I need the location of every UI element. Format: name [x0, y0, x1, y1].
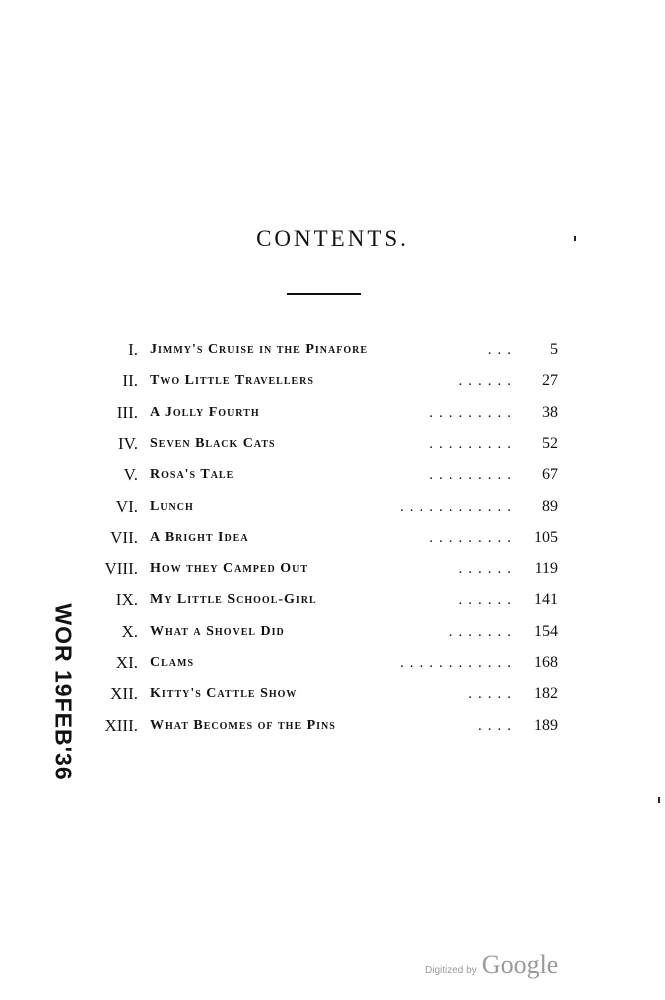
watermark-brand: Google: [481, 950, 559, 979]
chapter-numeral: IX.: [115, 590, 138, 610]
page-number: 189: [534, 716, 558, 734]
page-number: 52: [542, 434, 558, 452]
page-number: 38: [542, 403, 558, 421]
chapter-title: A Jolly Fourth: [150, 404, 260, 420]
page-number: 89: [542, 497, 558, 515]
page-title: CONTENTS.: [256, 226, 409, 251]
toc-entry: [0, 714, 665, 744]
chapter-title: What Becomes of the Pins: [150, 717, 336, 733]
dot-leaders: .......: [448, 623, 517, 640]
toc-entry: [0, 432, 665, 462]
chapter-numeral: IV.: [118, 433, 138, 453]
dot-leaders: .....: [468, 686, 517, 703]
toc-entry: [0, 557, 665, 587]
title-rule: [287, 293, 361, 295]
chapter-title: Kitty's Cattle Show: [150, 686, 298, 702]
chapter-numeral: V.: [123, 465, 138, 485]
toc-entry: [0, 682, 665, 712]
chapter-title: Lunch: [150, 498, 194, 514]
toc-entry: [0, 651, 665, 681]
page-number: 119: [534, 560, 558, 578]
chapter-numeral: VII.: [110, 527, 138, 547]
dot-leaders: ............: [400, 655, 517, 671]
dot-leaders: ......: [458, 373, 517, 390]
dot-leaders: .........: [429, 435, 517, 452]
chapter-title: What a Shovel Did: [150, 623, 285, 639]
toc-entry: [0, 369, 665, 399]
chapter-numeral: II.: [122, 371, 138, 391]
dot-leaders: .........: [429, 467, 517, 484]
page-number: 67: [542, 466, 558, 484]
dot-leaders: ...: [487, 342, 517, 358]
library-stamp: [44, 603, 82, 781]
digitized-watermark: [425, 950, 558, 980]
page-number: 105: [534, 528, 558, 546]
page-number: 182: [534, 685, 558, 703]
page-number: 5: [550, 341, 558, 358]
dot-leaders: ............: [400, 498, 517, 515]
toc-entry: [0, 401, 665, 431]
chapter-numeral: XI.: [115, 653, 138, 672]
chapter-title: My Little School-Girl: [150, 592, 317, 608]
dot-leaders: ....: [478, 717, 517, 734]
toc-entry: [0, 495, 665, 525]
toc-entry: [0, 338, 665, 368]
chapter-title: Jimmy's Cruise in the Pinafore: [150, 342, 369, 357]
chapter-numeral: I.: [128, 340, 138, 359]
chapter-title: Seven Black Cats: [150, 435, 276, 451]
toc-entry: [0, 526, 665, 556]
dot-leaders: ......: [458, 561, 517, 578]
chapter-numeral: XIII.: [104, 715, 138, 735]
dot-leaders: ......: [458, 592, 517, 609]
page-number: 141: [534, 591, 558, 609]
chapter-numeral: VI.: [115, 496, 138, 516]
dot-leaders: .........: [429, 529, 517, 546]
chapter-numeral: VIII.: [104, 559, 138, 579]
library-stamp-text: WOR 19FEB'36: [50, 603, 77, 781]
chapter-numeral: X.: [121, 621, 138, 641]
chapter-title: Two Little Travellers: [150, 373, 314, 389]
page-number: 27: [542, 372, 558, 390]
chapter-numeral: III.: [116, 402, 138, 422]
chapter-title: How they Camped Out: [150, 561, 309, 577]
toc-entry: [0, 463, 665, 493]
toc-entry: [0, 588, 665, 618]
chapter-title: Clams: [150, 655, 195, 670]
watermark-prefix: Digitized by: [425, 965, 477, 976]
page-number: 168: [534, 654, 558, 671]
scan-speck: [574, 236, 576, 241]
chapter-numeral: XII.: [110, 684, 138, 704]
dot-leaders: .........: [429, 404, 517, 421]
scan-speck: [658, 797, 660, 803]
chapter-title: A Bright Idea: [150, 529, 249, 545]
chapter-title: Rosa's Tale: [150, 467, 235, 483]
toc-entry: [0, 620, 665, 650]
page-number: 154: [534, 622, 558, 640]
